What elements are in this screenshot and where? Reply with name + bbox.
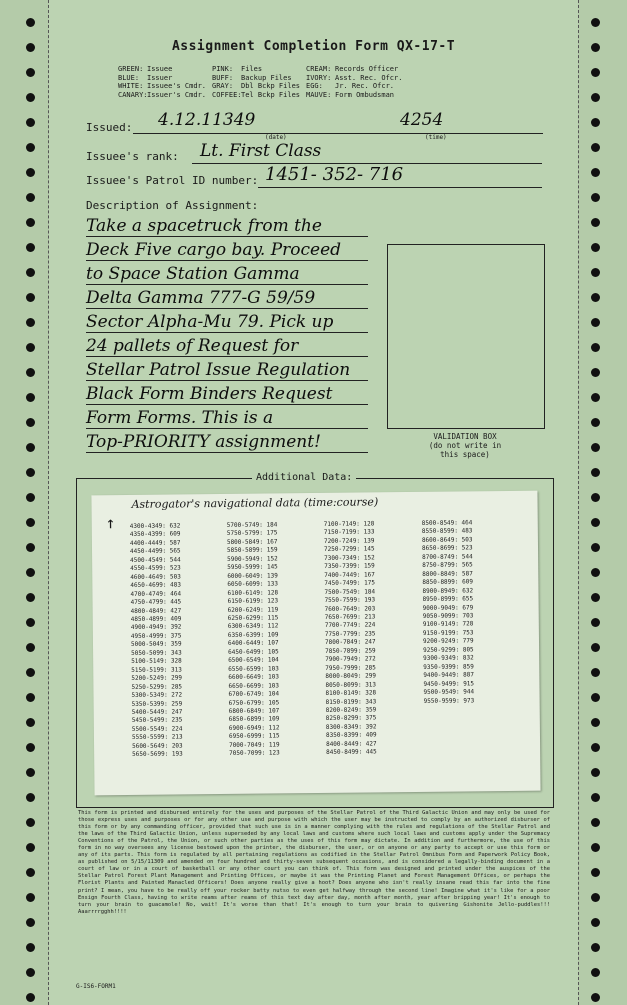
feed-hole bbox=[591, 668, 600, 677]
validation-box bbox=[387, 244, 545, 429]
copy-color-label: WHITE: bbox=[118, 82, 144, 91]
feed-hole bbox=[26, 568, 35, 577]
feed-hole bbox=[26, 793, 35, 802]
nav-entry: 9400-9449: 887 bbox=[423, 671, 474, 680]
nav-entry: 5800-5849: 167 bbox=[226, 538, 278, 546]
issued-label: Issued: bbox=[86, 121, 133, 134]
nav-entry: 7300-7349: 152 bbox=[324, 554, 375, 562]
copy-color-label: MAUVE: bbox=[306, 90, 332, 99]
feed-hole bbox=[26, 518, 35, 527]
nav-entry: 5000-5049: 359 bbox=[130, 640, 182, 649]
nav-entry: 9550-9599: 973 bbox=[423, 696, 475, 705]
nav-entry: 5400-5449: 247 bbox=[131, 708, 183, 716]
feed-hole bbox=[591, 843, 600, 852]
nav-entry: 7050-7099: 123 bbox=[229, 749, 280, 758]
copy-color-label: CANARY: bbox=[118, 90, 148, 99]
feed-hole bbox=[26, 118, 35, 127]
nav-entry: 9200-9249: 779 bbox=[422, 637, 474, 646]
copy-recipient: Files bbox=[241, 65, 263, 73]
feed-hole bbox=[591, 518, 600, 527]
nav-entry: 7650-7699: 213 bbox=[324, 613, 376, 621]
nav-entry: 4650-4699: 483 bbox=[130, 581, 182, 590]
copy-color-label: PINK: bbox=[212, 65, 234, 73]
nav-entry: 7500-7549: 184 bbox=[324, 588, 376, 596]
feed-hole bbox=[26, 68, 35, 77]
nav-entry: 9250-9299: 805 bbox=[423, 646, 474, 654]
nav-entry: 5900-5949: 152 bbox=[227, 555, 278, 563]
feed-hole bbox=[26, 818, 35, 827]
feed-hole bbox=[26, 443, 35, 452]
nav-entry: 5450-5499: 235 bbox=[131, 716, 183, 725]
nav-entry: 4800-4849: 427 bbox=[130, 606, 182, 615]
nav-entry: 7600-7649: 203 bbox=[324, 604, 376, 613]
copy-color-label: GRAY: bbox=[212, 82, 234, 91]
feed-hole bbox=[591, 243, 600, 252]
form-title: Assignment Completion Form QX-17-T bbox=[171, 39, 456, 54]
description-line: Deck Five cargo bay. Proceed bbox=[86, 240, 368, 261]
copy-recipient: Tel Bckp Files bbox=[241, 90, 301, 99]
feed-hole bbox=[26, 293, 35, 302]
feed-hole bbox=[26, 343, 35, 352]
left-tractor-strip bbox=[0, 0, 49, 1005]
nav-entry: 6700-6749: 104 bbox=[228, 690, 280, 698]
patrol-id-line bbox=[258, 187, 542, 188]
copy-recipient: Records Officer bbox=[335, 65, 399, 73]
nav-entry: 5600-5649: 203 bbox=[132, 742, 183, 750]
feed-hole bbox=[591, 18, 600, 27]
feed-hole bbox=[591, 143, 600, 152]
nav-entry: 4550-4599: 523 bbox=[130, 564, 181, 573]
arrow-up-icon: ↑ bbox=[105, 513, 116, 533]
nav-entry: 4900-4949: 392 bbox=[130, 623, 182, 632]
nav-entry: 5350-5399: 259 bbox=[131, 699, 183, 708]
nav-entry: 8100-8149: 328 bbox=[325, 689, 377, 697]
nav-entry: 8800-8849: 587 bbox=[422, 570, 473, 578]
validation-label: VALIDATION BOX bbox=[433, 432, 497, 441]
copy-color-label: CREAM: bbox=[306, 65, 332, 73]
nav-entry: 8450-8499: 445 bbox=[326, 748, 377, 757]
nav-entry: 8500-8549: 464 bbox=[421, 519, 473, 527]
copy-distribution-legend bbox=[118, 65, 405, 99]
nav-entry: 6000-6049: 139 bbox=[227, 572, 278, 580]
nav-entry: 5750-5799: 175 bbox=[226, 529, 278, 538]
nav-entry: 5850-5899: 159 bbox=[226, 546, 278, 555]
feed-hole bbox=[591, 418, 600, 427]
nav-entry: 7800-7849: 247 bbox=[324, 638, 376, 647]
feed-hole bbox=[26, 93, 35, 102]
feed-hole bbox=[591, 768, 600, 777]
nav-entry: 9500-9549: 944 bbox=[423, 688, 475, 696]
nav-entry: 8850-8899: 609 bbox=[422, 578, 473, 587]
nav-entry: 8700-8749: 544 bbox=[422, 553, 473, 561]
nav-entry: 4750-4799: 445 bbox=[130, 598, 182, 607]
description-line: Form Forms. This is a bbox=[86, 408, 368, 429]
fine-print: This form is printed and disbursed entirely for the uses and purposes of the Stellar Patrol of the Third Galactic Union and may only be used for those express uses and purposes or for any other use and purpose with which the user may be instructed to comply by an authorized disburser of this form or by any commanding officer, provided that such use is in a manner complying with the rules and regulations of the Stellar Patrol and the laws of the Third Galactic Union, unless superseded by any local laws and customs where such local laws and customs apply under the Supremacy Conventions of the Patrol, the Union, or such other parties as the uses of this form may dictate. In addition and furthermore, the use of this form in no way oversees any license bestowed upon the printer, the disburser, the user, or on anyone or any party to accept or use this form or any of its parts. This form is regulated by all pertaining regulations as codified in the Stellar Patrol Omnibus Form and Paperwork Policy Book, as published on 5/15/11309 and amended on four hundred and thirty-seven subsequent occasions, and is considered a legally-binding document in a court of law or in a court of basketball or any other court you can think of. This form was designed and printed under the auspices of the Stellar Patrol Forest Plant Management and Printing Offices, or maybe it was the Printing Planet and Forest Management Offices, or perhaps the Florist Plants and Painted Manacled Officers! Does anyone really give a hoot? Does anyone who isn't really insane read this far into the fine print? I mean, you have to be really off your rocker batty nutso to even get halfway through the second line! Imagine what it's like for a poor Ensign Fourth Class, having to write reams after reams of this text day after day, month after month, year after bripping year! It's enough to turn your brain to guacamole! No, wait! It's worse than that! It's enough to turn your brain to quivering Gishonite Jello-puddles!!! Aaarrrrgghh!!!! bbox=[78, 810, 550, 915]
nav-entry: 9350-9399: 859 bbox=[423, 663, 474, 671]
copy-color-label: EGG: bbox=[306, 82, 323, 91]
feed-hole bbox=[26, 418, 35, 427]
nav-entry: 5050-5099: 343 bbox=[131, 649, 182, 657]
nav-entry: 6250-6299: 115 bbox=[227, 614, 279, 622]
copy-recipient: Form Ombudsman bbox=[335, 90, 395, 99]
nav-entry: 7900-7949: 272 bbox=[325, 655, 376, 664]
feed-hole bbox=[591, 493, 600, 502]
patrol-id-value: 1451- 352- 716 bbox=[265, 164, 404, 185]
nav-column-3 bbox=[324, 520, 377, 757]
nav-entry: 7200-7249: 139 bbox=[323, 537, 375, 545]
time-caption: (time) bbox=[425, 134, 447, 141]
feed-hole bbox=[26, 718, 35, 727]
feed-hole bbox=[591, 443, 600, 452]
feed-hole bbox=[591, 268, 600, 277]
feed-hole bbox=[26, 468, 35, 477]
description-line: Black Form Binders Request bbox=[86, 384, 368, 405]
feed-hole bbox=[26, 843, 35, 852]
nav-entry: 8150-8199: 343 bbox=[325, 697, 377, 706]
feed-hole bbox=[591, 868, 600, 877]
nav-entry: 7700-7749: 224 bbox=[324, 621, 376, 630]
nav-entry: 6750-6799: 105 bbox=[228, 698, 280, 707]
feed-hole bbox=[26, 18, 35, 27]
astrogator-note bbox=[91, 491, 540, 796]
rank-label: Issuee's rank: bbox=[86, 150, 179, 163]
nav-entry: 7400-7449: 167 bbox=[324, 571, 375, 579]
copy-recipient: Asst. Rec. Ofcr. bbox=[335, 73, 403, 82]
feed-hole bbox=[591, 93, 600, 102]
right-tractor-strip bbox=[578, 0, 627, 1005]
copy-recipient: Dbl Bckp Files bbox=[241, 82, 301, 91]
nav-entry: 4850-4899: 409 bbox=[130, 615, 182, 623]
nav-entry: 5250-5299: 285 bbox=[131, 683, 183, 691]
nav-entry: 7350-7399: 159 bbox=[324, 562, 375, 571]
date-caption: (date) bbox=[265, 134, 287, 141]
nav-entry: 8950-8999: 655 bbox=[422, 595, 474, 603]
nav-entry: 6850-6899: 109 bbox=[228, 715, 280, 724]
nav-entry: 6450-6499: 105 bbox=[228, 648, 279, 656]
nav-entry: 5550-5599: 213 bbox=[131, 733, 183, 742]
nav-entry: 4350-4399: 609 bbox=[129, 530, 181, 539]
description-line: 24 pallets of Request for bbox=[86, 336, 368, 357]
copy-recipient: Issuer bbox=[147, 73, 173, 82]
nav-entry: 7550-7599: 193 bbox=[324, 596, 376, 604]
feed-hole bbox=[591, 693, 600, 702]
nav-entry: 6150-6199: 123 bbox=[227, 597, 279, 606]
nav-entry: 4450-4499: 565 bbox=[129, 547, 181, 556]
nav-entry: 8900-8949: 632 bbox=[422, 586, 474, 595]
feed-hole bbox=[26, 968, 35, 977]
nav-entry: 6600-6649: 103 bbox=[228, 673, 279, 682]
nav-column-2 bbox=[227, 521, 280, 758]
feed-hole bbox=[26, 593, 35, 602]
copy-recipient: Issuee bbox=[147, 65, 173, 73]
nav-entry: 6800-6849: 107 bbox=[228, 707, 280, 715]
copy-recipient: Issuer's Cmdr. bbox=[147, 90, 207, 99]
feed-hole bbox=[591, 343, 600, 352]
feed-hole bbox=[26, 543, 35, 552]
nav-entry: 4400-4449: 587 bbox=[129, 539, 181, 547]
nav-entry: 6300-6349: 112 bbox=[227, 622, 279, 631]
feed-hole bbox=[591, 68, 600, 77]
feed-hole bbox=[26, 493, 35, 502]
feed-hole bbox=[591, 793, 600, 802]
copy-color-label: GREEN: bbox=[118, 65, 144, 73]
rank-value: Lt. First Class bbox=[200, 141, 322, 161]
feed-hole bbox=[591, 593, 600, 602]
nav-entry: 9000-9049: 679 bbox=[422, 603, 474, 612]
nav-entry: 9450-9499: 915 bbox=[423, 679, 475, 688]
copy-color-label: IVORY: bbox=[306, 73, 332, 82]
feed-hole bbox=[26, 993, 35, 1002]
copy-color-label: BUFF: bbox=[212, 73, 234, 82]
nav-entry: 5100-5149: 328 bbox=[131, 657, 182, 666]
description-line: Stellar Patrol Issue Regulation bbox=[86, 360, 368, 381]
nav-column-1 bbox=[130, 522, 183, 759]
feed-hole bbox=[26, 693, 35, 702]
nav-entry: 8000-8049: 299 bbox=[325, 672, 376, 681]
nav-entry: 8400-8449: 427 bbox=[326, 740, 377, 748]
description-label: Description of Assignment: bbox=[86, 199, 259, 212]
form-id: G-IS6-FORM1 bbox=[76, 983, 116, 990]
feed-hole bbox=[591, 618, 600, 627]
feed-hole bbox=[26, 643, 35, 652]
feed-hole bbox=[591, 718, 600, 727]
nav-entry: 4600-4649: 503 bbox=[130, 573, 181, 581]
nav-entry: 5650-5699: 193 bbox=[132, 750, 183, 759]
feed-hole bbox=[26, 218, 35, 227]
nav-entry: 7450-7499: 175 bbox=[324, 579, 375, 588]
feed-hole bbox=[591, 118, 600, 127]
feed-hole bbox=[591, 393, 600, 402]
feed-hole bbox=[591, 543, 600, 552]
nav-entry: 8200-8249: 359 bbox=[325, 706, 377, 714]
nav-entry: 6200-6249: 119 bbox=[227, 605, 279, 614]
nav-entry: 8750-8799: 565 bbox=[422, 561, 473, 570]
feed-hole bbox=[591, 568, 600, 577]
feed-hole bbox=[26, 393, 35, 402]
nav-entry: 6900-6949: 112 bbox=[228, 724, 280, 732]
nav-entry: 4700-4749: 464 bbox=[130, 590, 182, 598]
copy-recipient: Backup Files bbox=[241, 73, 292, 82]
nav-entry: 7150-7199: 133 bbox=[323, 528, 375, 537]
feed-hole bbox=[26, 868, 35, 877]
nav-entry: 8550-8599: 483 bbox=[421, 527, 473, 536]
nav-entry: 6950-6999: 115 bbox=[228, 732, 280, 741]
nav-entry: 4500-4549: 544 bbox=[130, 556, 181, 564]
nav-entry: 7850-7899: 259 bbox=[325, 647, 376, 655]
feed-hole bbox=[26, 668, 35, 677]
feed-hole bbox=[26, 243, 35, 252]
nav-entry: 6650-6699: 103 bbox=[228, 681, 280, 690]
feed-hole bbox=[591, 293, 600, 302]
feed-hole bbox=[26, 268, 35, 277]
nav-entry: 8250-8299: 375 bbox=[325, 714, 377, 723]
feed-hole bbox=[591, 468, 600, 477]
nav-entry: 9300-9349: 832 bbox=[423, 654, 474, 663]
feed-hole bbox=[591, 218, 600, 227]
copy-color-label: BLUE: bbox=[118, 73, 140, 82]
validation-caption bbox=[387, 432, 543, 459]
nav-entry: 8300-8349: 392 bbox=[325, 723, 377, 731]
issued-time: 4254 bbox=[400, 110, 444, 130]
issued-line bbox=[133, 133, 543, 134]
feed-hole bbox=[591, 643, 600, 652]
feed-hole bbox=[26, 318, 35, 327]
feed-hole bbox=[26, 893, 35, 902]
copy-color-label: COFFEE: bbox=[212, 90, 242, 99]
feed-hole bbox=[591, 193, 600, 202]
nav-entry: 5500-5549: 224 bbox=[131, 725, 183, 733]
feed-hole bbox=[591, 368, 600, 377]
nav-entry: 6050-6099: 133 bbox=[227, 580, 278, 589]
feed-hole bbox=[591, 968, 600, 977]
nav-entry: 7250-7299: 145 bbox=[323, 545, 375, 554]
nav-entry: 7950-7999: 285 bbox=[325, 664, 376, 672]
nav-entry: 5700-5749: 184 bbox=[226, 521, 278, 529]
feed-hole bbox=[26, 368, 35, 377]
nav-entry: 8050-8099: 313 bbox=[325, 680, 377, 689]
feed-hole bbox=[591, 918, 600, 927]
feed-hole bbox=[26, 193, 35, 202]
feed-hole bbox=[26, 918, 35, 927]
note-title: Astrogator's navigational data (time:course) bbox=[131, 495, 379, 511]
feed-hole bbox=[591, 318, 600, 327]
nav-entry: 5200-5249: 299 bbox=[131, 674, 182, 683]
feed-hole bbox=[591, 893, 600, 902]
additional-data-label: Additional Data: bbox=[252, 472, 356, 483]
patrol-id-label: Issuee's Patrol ID number: bbox=[86, 174, 259, 187]
nav-entry: 7000-7049: 119 bbox=[229, 741, 280, 749]
feed-hole bbox=[26, 743, 35, 752]
nav-entry: 8600-8649: 503 bbox=[421, 536, 473, 544]
feed-hole bbox=[26, 168, 35, 177]
nav-entry: 7750-7799: 235 bbox=[324, 630, 376, 638]
issued-date: 4.12.11349 bbox=[158, 110, 256, 130]
nav-entry: 5300-5349: 272 bbox=[131, 691, 183, 699]
validation-instruction-1: (do not write in bbox=[428, 441, 502, 450]
feed-hole bbox=[591, 743, 600, 752]
nav-entry: 5950-5999: 145 bbox=[227, 563, 278, 572]
feed-hole bbox=[26, 618, 35, 627]
description-line: Take a spacetruck from the bbox=[86, 216, 368, 237]
nav-entry: 6550-6599: 103 bbox=[228, 665, 279, 673]
nav-column-4 bbox=[422, 519, 475, 705]
nav-entry: 8650-8699: 523 bbox=[421, 544, 473, 553]
feed-hole bbox=[26, 143, 35, 152]
description-line: to Space Station Gamma bbox=[86, 264, 368, 285]
copy-recipient: Issuee's Cmdr. bbox=[147, 82, 207, 91]
feed-hole bbox=[26, 768, 35, 777]
nav-entry: 4950-4999: 375 bbox=[130, 632, 182, 640]
nav-entry: 9100-9149: 728 bbox=[422, 620, 474, 629]
feed-hole bbox=[26, 943, 35, 952]
feed-hole bbox=[591, 168, 600, 177]
nav-entry: 9150-9199: 753 bbox=[422, 629, 474, 637]
description-line: Delta Gamma 777-G 59/59 bbox=[86, 288, 368, 309]
nav-entry: 6400-6449: 107 bbox=[227, 639, 279, 648]
feed-hole bbox=[591, 943, 600, 952]
nav-entry: 4300-4349: 632 bbox=[129, 522, 181, 530]
nav-entry: 6100-6149: 128 bbox=[227, 589, 279, 597]
nav-entry: 8350-8399: 409 bbox=[325, 731, 377, 740]
copy-recipient: Jr. Rec. Ofcr. bbox=[335, 82, 395, 91]
description-line: Sector Alpha-Mu 79. Pick up bbox=[86, 312, 368, 333]
description-line: Top-PRIORITY assignment! bbox=[86, 432, 368, 453]
nav-entry: 5150-5199: 313 bbox=[131, 666, 182, 674]
nav-entry: 6350-6399: 109 bbox=[227, 631, 279, 639]
feed-hole bbox=[591, 993, 600, 1002]
feed-hole bbox=[591, 818, 600, 827]
validation-instruction-2: this space) bbox=[440, 450, 490, 459]
nav-entry: 7100-7149: 128 bbox=[323, 520, 375, 528]
nav-entry: 9050-9099: 703 bbox=[422, 612, 474, 620]
nav-entry: 6500-6549: 104 bbox=[228, 656, 279, 665]
